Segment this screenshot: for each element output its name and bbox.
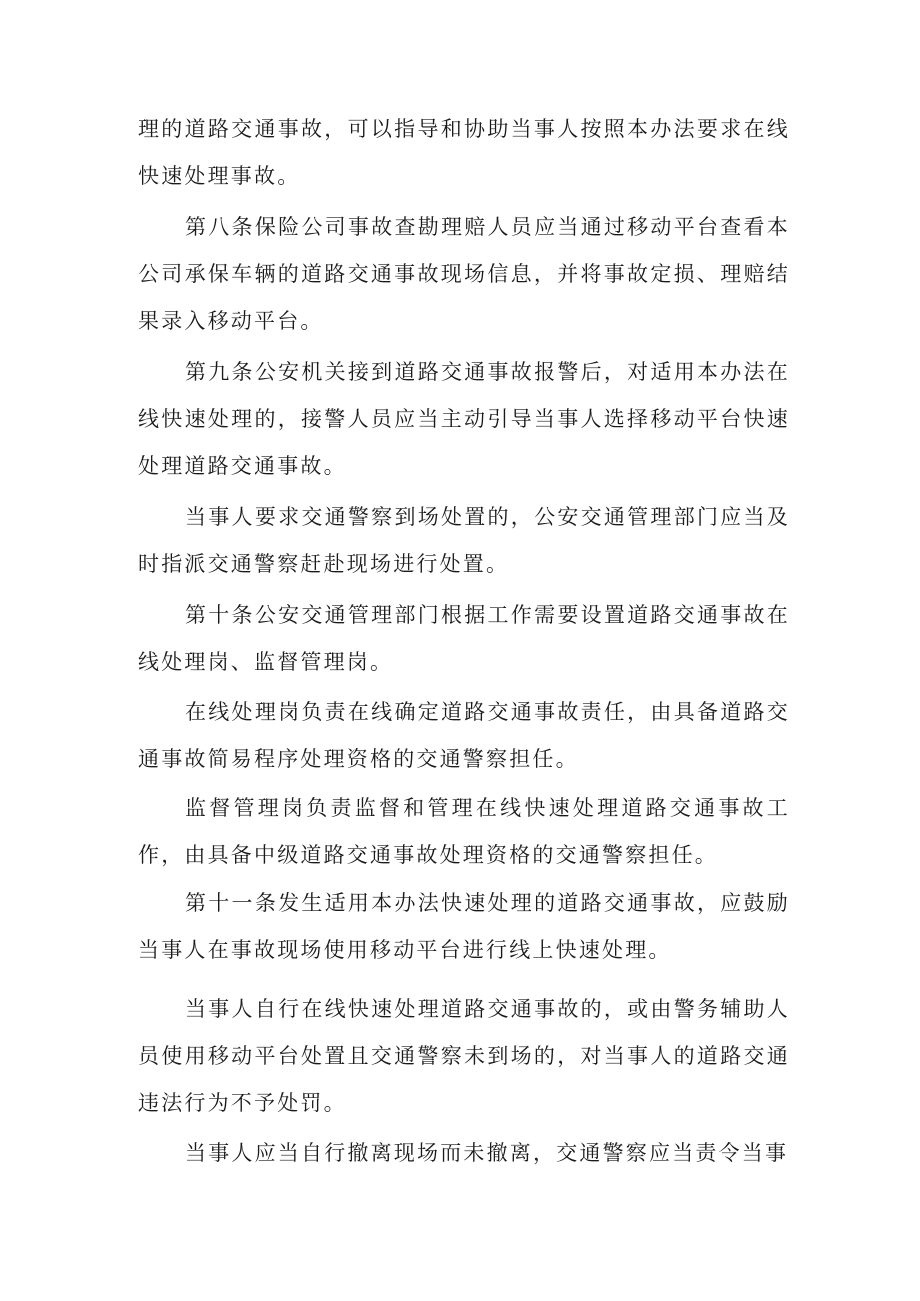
paragraph-article-9-supplement: 当事人要求交通警察到场处置的，公安交通管理部门应当及时指派交通警察赶赴现场进行处置。 <box>138 505 790 576</box>
paragraph-article-8: 第八条保险公司事故查勘理赔人员应当通过移动平台查看本公司承保车辆的道路交通事故现场信息，并将事故定损、理赔结果录入移动平台。 <box>138 215 790 333</box>
paragraph-article-9: 第九条公安机关接到道路交通事故报警后，对适用本办法在线快速处理的，接警人员应当主动引导当事人选择移动平台快速处理道路交通事故。 <box>138 360 790 478</box>
paragraph-online-handling-post: 在线处理岗负责在线确定道路交通事故责任，由具备道路交通事故简易程序处理资格的交通警察担任。 <box>138 700 790 771</box>
paragraph-supervision-post: 监督管理岗负责监督和管理在线快速处理道路交通事故工作，由具备中级道路交通事故处理资格的交通警察担任。 <box>138 796 790 867</box>
paragraph-article-10: 第十条公安交通管理部门根据工作需要设置道路交通事故在线处理岗、监督管理岗。 <box>138 603 790 674</box>
paragraph-no-penalty: 当事人自行在线快速处理道路交通事故的，或由警务辅助人员使用移动平台处置且交通警察未到场的，对当事人的道路交通违法行为不予处罚。 <box>138 997 790 1115</box>
paragraph-failure-to-leave: 当事人应当自行撤离现场而未撤离，交通警察应当责令当事 <box>185 1141 789 1165</box>
paragraph-continuation: 理的道路交通事故，可以指导和协助当事人按照本办法要求在线快速处理事故。 <box>138 117 790 188</box>
paragraph-article-11: 第十一条发生适用本办法快速处理的道路交通事故，应鼓励当事人在事故现场使用移动平台进行线上快速处理。 <box>138 891 790 962</box>
